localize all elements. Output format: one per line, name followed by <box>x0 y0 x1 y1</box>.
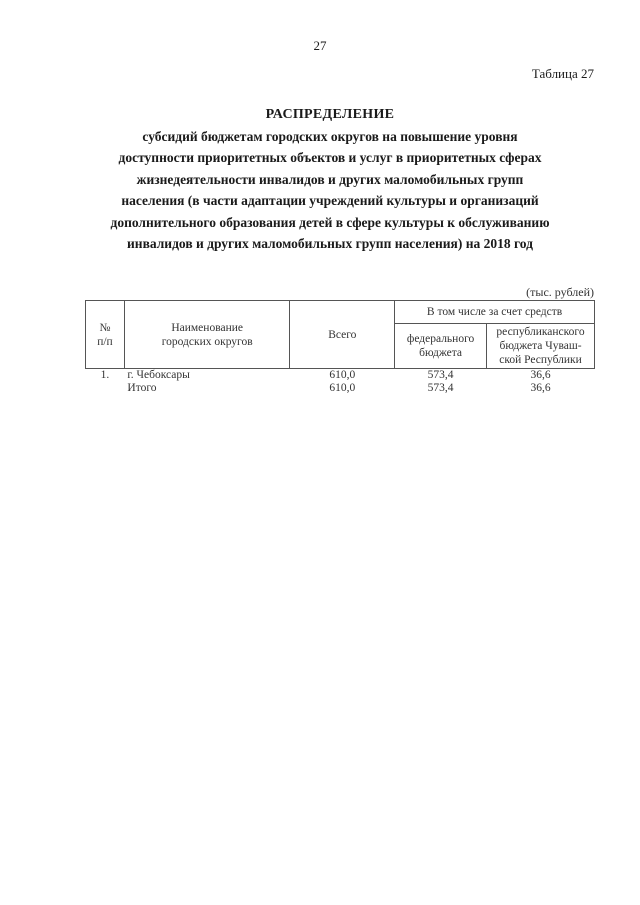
units-note: (тыс. рублей) <box>526 285 594 299</box>
row-republic: 36,6 <box>530 382 551 394</box>
document-title <box>60 104 600 255</box>
row-federal: 573,4 <box>427 369 454 381</box>
table-label: Таблица 27 <box>531 66 594 81</box>
header-total: Всего <box>290 301 395 369</box>
row-republic: 36,6 <box>530 369 551 381</box>
title-line: доступности приоритетных объектов и услуг в приоритетных сферах <box>118 150 542 165</box>
row-federal: 573,4 <box>427 382 454 394</box>
row-name: г. Чебоксары <box>127 369 190 381</box>
distribution-table <box>85 300 595 395</box>
title-line: населения (в части адаптации учреждений культуры и организаций <box>121 193 539 208</box>
header-num: № п/п <box>86 301 125 369</box>
title-line: жизнедеятельности инвалидов и других маломобильных групп <box>136 171 524 187</box>
page-number: 27 <box>313 38 327 53</box>
title-main: РАСПРЕДЕЛЕНИЕ <box>265 107 395 122</box>
header-name: Наименование городских округов <box>124 301 290 369</box>
row-total: 610,0 <box>329 369 356 381</box>
row-name: Итого <box>127 382 157 394</box>
table-row-total <box>86 382 595 395</box>
row-total: 610,0 <box>329 382 356 394</box>
title-line: субсидий бюджетам городских округов на повышение уровня <box>142 128 518 144</box>
title-line: инвалидов и других маломобильных групп населения) на 2018 год <box>127 236 533 251</box>
header-federal: федерального бюджета <box>395 324 487 369</box>
row-num: 1. <box>100 369 110 381</box>
header-including: В том числе за счет средств <box>395 301 595 324</box>
row-num <box>86 382 125 395</box>
header-republic: республиканского бюджета Чуваш- ской Республики <box>487 324 595 369</box>
table-row <box>86 369 595 383</box>
title-line: дополнительного образования детей в сфере культуры к обслуживанию <box>110 214 550 230</box>
